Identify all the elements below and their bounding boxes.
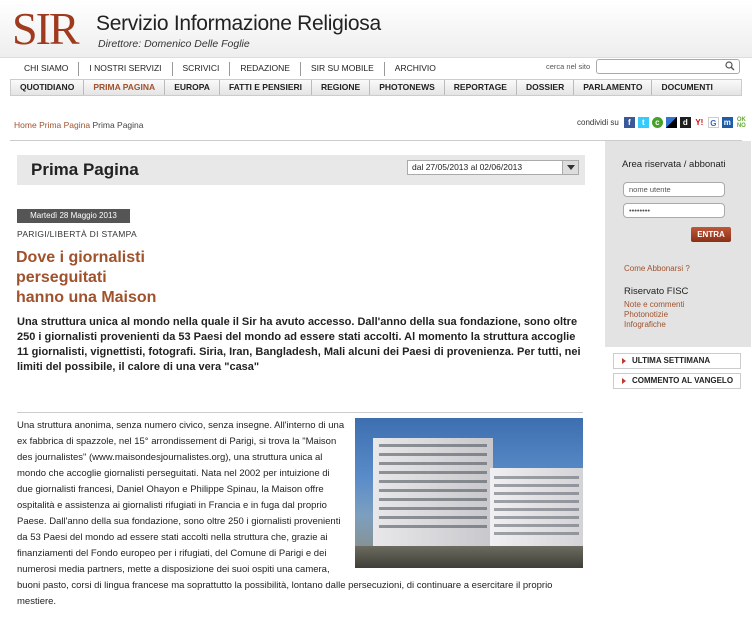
fisc-link-note[interactable]: Note e commenti xyxy=(624,300,685,309)
google-icon[interactable]: G xyxy=(708,117,719,128)
article-kicker: PARIGI/LIBERTÀ DI STAMPA xyxy=(17,229,137,239)
login-panel xyxy=(605,141,751,347)
headline-line-2: perseguitati xyxy=(16,269,107,286)
article-body xyxy=(17,418,583,610)
search-input[interactable] xyxy=(596,59,740,74)
photo-building xyxy=(490,468,583,553)
photo-street xyxy=(355,546,583,568)
breadcrumb-home[interactable]: Home xyxy=(14,120,37,130)
facebook-icon[interactable]: f xyxy=(624,117,635,128)
search-icon[interactable] xyxy=(725,61,735,71)
main-nav xyxy=(10,79,742,96)
fisc-link-photo[interactable]: Photonotizie xyxy=(624,310,669,319)
search-label: cerca nel sito xyxy=(546,62,591,71)
divider xyxy=(17,412,583,413)
username-input[interactable]: nome utente xyxy=(623,182,725,197)
nav-parlamento[interactable]: PARLAMENTO xyxy=(574,80,652,95)
delicious-icon[interactable] xyxy=(666,117,677,128)
fisc-links xyxy=(624,300,684,330)
site-subtitle: Direttore: Domenico Delle Foglie xyxy=(98,38,250,50)
date-range-value: dal 27/05/2013 al 02/06/2013 xyxy=(412,162,523,172)
article-date: Martedì 28 Maggio 2013 xyxy=(17,209,130,223)
sir-logo[interactable]: SIR xyxy=(12,3,78,54)
topnav-servizi[interactable]: I NOSTRI SERVIZI xyxy=(79,62,172,76)
sidebar-commento-vangelo[interactable]: COMMENTO AL VANGELO xyxy=(613,373,741,389)
nav-fatti-pensieri[interactable]: FATTI E PENSIERI xyxy=(220,80,312,95)
fisc-title: Riservato FISC xyxy=(624,286,689,297)
photo-building xyxy=(373,438,493,548)
article-photo xyxy=(355,418,583,568)
nav-documenti[interactable]: DOCUMENTI xyxy=(661,82,713,92)
oknotizie-icon[interactable]: OK NO xyxy=(736,117,746,129)
login-title: Area riservata / abbonati xyxy=(622,159,726,170)
page-title-bar xyxy=(17,155,585,185)
article-lead: Una struttura unica al mondo nella quale il Sir ha avuto accesso. Dall'anno della sua fondazione, sono oltre 250 i giornalisti provenienti da 53 Paesi del mondo ad essere stati accolti. Al momento la struttura accoglie 11 giornalisti, vignettisti, fotografi. Siria, Iran, Bangladesh, Mali alcuni dei Paesi di provenienza. Per tutti, nei limiti del possibile, il calore di una vera "casa" xyxy=(17,316,581,373)
headline-line-1: Dove i giornalisti xyxy=(16,249,145,266)
breadcrumb-current: Prima Pagina xyxy=(92,120,144,130)
nav-prima-pagina[interactable]: PRIMA PAGINA xyxy=(84,80,165,95)
password-input[interactable]: •••••••• xyxy=(623,203,725,218)
headline-line-3: hanno una Maison xyxy=(16,289,157,306)
share-bar xyxy=(577,117,747,128)
subscribe-link[interactable]: Come Abbonarsi ? xyxy=(624,264,690,273)
sidebar-ultima-settimana[interactable]: ULTIMA SETTIMANA xyxy=(613,353,741,369)
yahoo-icon[interactable]: Y! xyxy=(695,118,704,127)
twitter-icon[interactable]: t xyxy=(638,117,649,128)
nav-europa[interactable]: EUROPA xyxy=(165,80,220,95)
site-header xyxy=(0,0,752,58)
login-button[interactable]: ENTRA xyxy=(691,227,731,242)
nav-reportage[interactable]: REPORTAGE xyxy=(445,80,517,95)
nav-photonews[interactable]: PHOTONEWS xyxy=(370,80,445,95)
top-nav xyxy=(14,62,446,76)
chevron-down-icon[interactable] xyxy=(562,161,578,174)
topnav-redazione[interactable]: REDAZIONE xyxy=(230,62,301,76)
article-headline[interactable] xyxy=(16,248,316,308)
topnav-chi-siamo[interactable]: CHI SIAMO xyxy=(14,62,79,76)
article-body-text: Una struttura anonima, senza numero civico, senza insegne. All'interno di una ex fabbrica di spazzole, nel 15° arrondissement di Parigi, si trova la "Maison des journalistes" (www.maisondesjournalistes.org), una struttura unica al mondo che accoglie giornalisti perseguitati. Nata nel 2002 per intuizione di due giornalisti francesi, Daniel Ohayon e Philippe Spinau, la Maison offre ospitalità e assistenza ai giornalisti rifugiati in Francia e in fuga dal proprio Paese. Dall'anno della sua fondazione, sono oltre 250 i giornalisti provenienti da 53 Paesi del mondo ad essere stati accolti nella struttura che, grazie ai finanziamenti del Fondo europeo per i rifugiati, del Comune di Parigi e dei numerosi media partners, mette a disposizione dei suoi ospiti una camera, buoni pasto, corsi di lingua francese ma soprattutto la possibilità, lontano dalle persecuzioni, di continuare a esercitare il proprio mestiere. xyxy=(17,420,553,607)
technorati-icon[interactable]: c xyxy=(652,117,663,128)
share-label: condividi su xyxy=(577,118,619,127)
page-title: Prima Pagina xyxy=(31,160,139,179)
breadcrumb xyxy=(14,120,144,130)
topnav-mobile[interactable]: SIR SU MOBILE xyxy=(301,62,385,76)
topnav-scrivici[interactable]: SCRIVICI xyxy=(173,62,231,76)
site-title: Servizio Informazione Religiosa xyxy=(96,12,381,35)
date-range-select[interactable] xyxy=(407,160,579,175)
nav-quotidiano[interactable]: QUOTIDIANO xyxy=(11,80,84,95)
nav-regione[interactable]: REGIONE xyxy=(312,80,370,95)
topnav-archivio[interactable]: ARCHIVIO xyxy=(394,63,436,73)
fisc-link-infografiche[interactable]: Infografiche xyxy=(624,320,666,329)
nav-dossier[interactable]: DOSSIER xyxy=(517,80,574,95)
myspace-icon[interactable]: m xyxy=(723,118,731,127)
digg-icon[interactable]: d xyxy=(680,117,691,128)
breadcrumb-section[interactable]: Prima Pagina xyxy=(39,120,91,130)
